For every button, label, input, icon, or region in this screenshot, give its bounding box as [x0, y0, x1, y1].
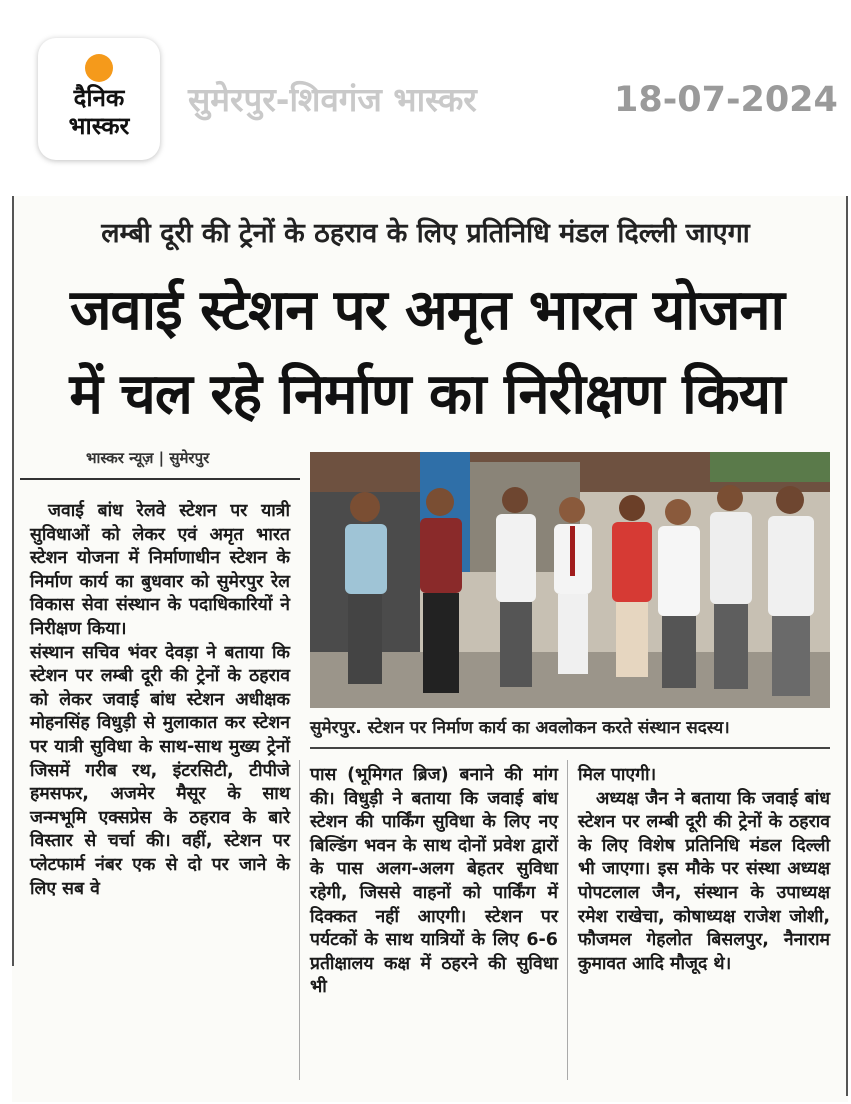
- article-column-2: पास (भूमिगत ब्रिज) बनाने की मांग की। विधुड़ी ने बताया कि जवाई बांध स्टेशन की पार्किंग सुविधा के लिए नए बिल्डिंग भवन के साथ दोनों प्रवेश द्वारों के पास अलग-अलग बेहतर सुविधा रहेगी, जिससे वाहनों को पार्किंग में दिक्कत नहीं आएगी। स्टेशन पर पर्यटकों के साथ यात्रियों के लिए 6-6 प्रतीक्षालय कक्ष में ठहरने की सुविधा भी: [310, 765, 558, 998]
- edition-date: 18-07-2024: [614, 80, 838, 120]
- dainik-bhaskar-logo[interactable]: [38, 38, 160, 160]
- byline-divider: [20, 478, 300, 480]
- clipping-left-border: [12, 196, 14, 966]
- column3-paragraph-1: मिल पाएगी।: [578, 765, 657, 785]
- article-column-1: [30, 500, 290, 901]
- logo-text-line1: दैनिक: [73, 84, 125, 112]
- column1-paragraph-1: जवाई बांध रेलवे स्टेशन पर यात्री सुविधाओं को लेकर एवं अमृत भारत स्टेशन योजना में निर्माणाधीन स्टेशन के निर्माण कार्य का बुधवार को सुमेरपुर रेल विकास सेवा संस्थान के पदाधिकारियों ने निरीक्षण किया।: [30, 501, 290, 639]
- column3-paragraph-2: अध्यक्ष जैन ने बताया कि जवाई बांध स्टेशन पर लम्बी दूरी की ट्रेनों के ठहराव के लिए विशेष प्रतिनिधि मंडल दिल्ली भी जाएगा। इस मौके पर संस्था अध्यक्ष पोपटलाल जैन, संस्थान के उपाध्यक्ष रमेश राखेचा, कोषाध्यक्ष राजेश जोशी, फौजमल गेहलोत बिसलपुर, नैनाराम कुमावत आदि मौजूद थे।: [578, 788, 830, 974]
- caption-divider: [310, 747, 830, 749]
- article-column-3: [578, 764, 830, 976]
- sun-icon: [85, 54, 113, 82]
- photo-caption: सुमेरपुर. स्टेशन पर निर्माण कार्य का अवलोकन करते संस्थान सदस्य।: [310, 718, 730, 738]
- article-headline-line1: जवाई स्टेशन पर अमृत भारत योजना: [69, 278, 785, 343]
- article-subheadline: लम्बी दूरी की ट्रेनों के ठहराव के लिए प्रतिनिधि मंडल दिल्ली जाएगा: [101, 218, 750, 249]
- column-divider-2: [567, 760, 568, 1080]
- column-divider-1: [299, 760, 300, 1080]
- article-photo: [310, 452, 830, 708]
- logo-text-line2: भास्कर: [68, 112, 130, 140]
- clipping-right-border: [846, 196, 848, 1096]
- article-byline: भास्कर न्यूज़ | सुमेरपुर: [86, 449, 210, 467]
- app-header: [0, 0, 851, 190]
- edition-title: सुमेरपुर-शिवगंज भास्कर: [188, 80, 477, 119]
- article-headline-line2: में चल रहे निर्माण का निरीक्षण किया: [69, 362, 785, 427]
- column1-paragraph-2: संस्थान सचिव भंवर देवड़ा ने बताया कि स्टेशन पर लम्बी दूरी की ट्रेनों के ठहराव को लेकर जवाई बांध स्टेशन अधीक्षक मोहनसिंह विधुड़ी से मुलाकात कर स्टेशन पर यात्री सुविधा के साथ-साथ मुख्य ट्रेनों जिसमें गरीब रथ, इंटरसिटी, टीपीजे हमसफर, अजमेर मैसूर के साथ जन्मभूमि एक्सप्रेस के ठहराव के बारे विस्तार से चर्चा की। वहीं, स्टेशन पर प्लेटफार्म नंबर एक से दो पर जाने के लिए सब वे: [30, 642, 290, 899]
- group-photo-illustration: [310, 452, 830, 708]
